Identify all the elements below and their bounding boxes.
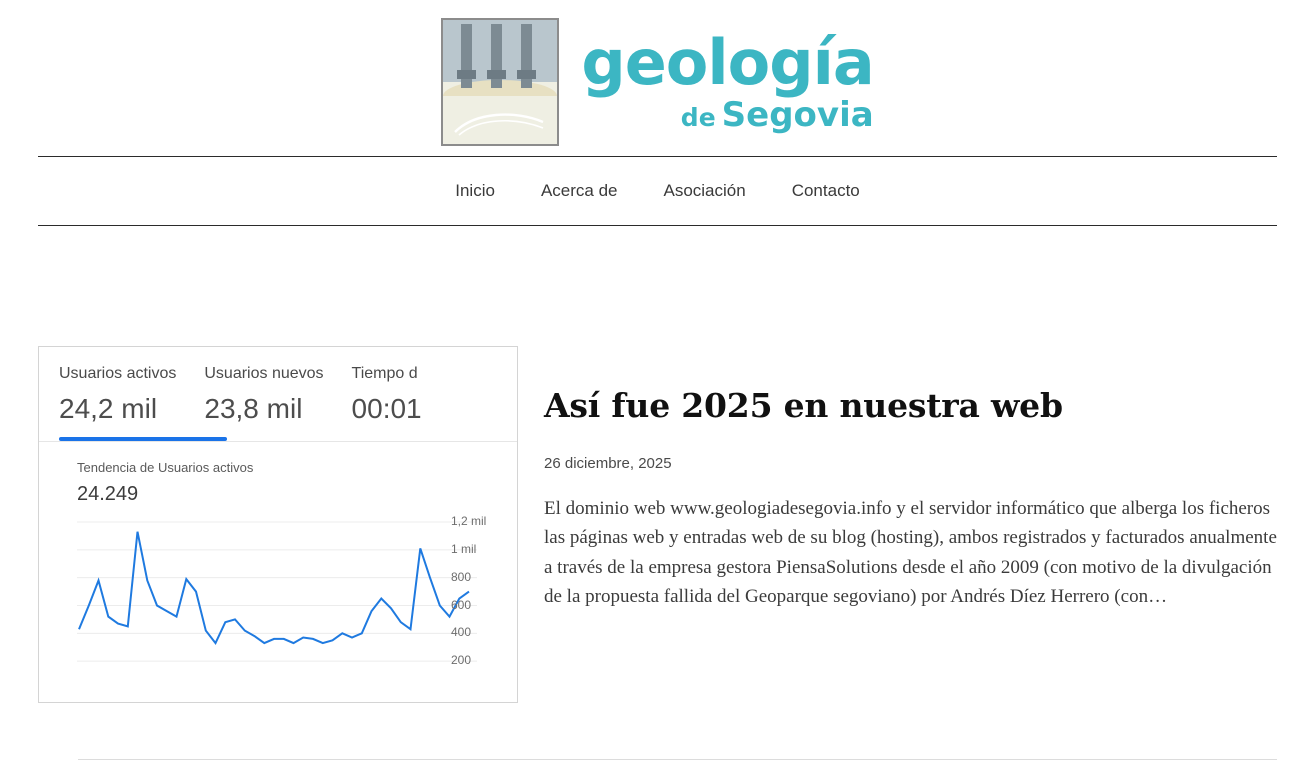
nav-item-asociacion[interactable]: [663, 181, 745, 201]
site-title-segovia: Segovia: [721, 95, 874, 135]
site-title-main: geología: [581, 26, 874, 99]
metric-active-users: [59, 365, 176, 425]
metric-active-users-label: Usuarios activos: [59, 365, 177, 382]
nav-link-acerca-de[interactable]: Acerca de: [540, 181, 618, 200]
site-title-sub: [581, 95, 874, 135]
site-logo[interactable]: [441, 18, 873, 146]
metric-new-users-label: Usuarios nuevos: [204, 365, 324, 382]
chart-y-tick: 800: [451, 569, 472, 584]
metric-time: [352, 365, 422, 425]
post-thumbnail[interactable]: [38, 346, 518, 703]
nav-link-inicio[interactable]: Inicio: [455, 181, 495, 200]
nav-item-contacto[interactable]: [792, 181, 860, 201]
metric-time-label: Tiempo d: [351, 365, 418, 382]
site-title: [581, 26, 874, 135]
analytics-card: [39, 347, 518, 703]
analytics-metrics: [39, 347, 518, 425]
chart-y-tick: 1,2 mil: [451, 514, 487, 528]
post-listing: [38, 226, 1277, 703]
nav-link-contacto[interactable]: Contacto: [791, 181, 860, 200]
post-date: 26 diciembre, 2025: [544, 455, 672, 472]
site-header: [0, 0, 1315, 156]
analytics-line-chart: [77, 514, 517, 698]
post-excerpt: El dominio web www.geologiadesegovia.info y el servidor informático que alberga los ficheros las páginas web y entradas web de su blog (hosting), ambos registrados y facturados anualmente a través de la empresa gestora PiensaSolutions desde el año 2009 (con motivo de la divulgación de la propuesta fallida del Geoparque segoviano) por Andrés Díez Herrero (con…: [544, 498, 1277, 608]
metric-time-value: 00:01: [351, 393, 422, 424]
content-divider: [78, 759, 1277, 760]
site-title-de: de: [680, 103, 716, 132]
post-content: [544, 346, 1277, 703]
nav-item-inicio[interactable]: [455, 181, 495, 201]
nav-link-asociacion[interactable]: Asociación: [663, 181, 746, 200]
post-title[interactable]: Así fue 2025 en nuestra web: [544, 386, 1063, 425]
chart-y-tick: 400: [451, 625, 472, 640]
metric-new-users: [204, 365, 323, 425]
chart-title: Tendencia de Usuarios activos: [77, 460, 254, 475]
chart-y-tick: 200: [451, 653, 472, 668]
chart-total-value: 24.249: [77, 483, 139, 505]
chart-y-tick: 1 mil: [451, 541, 477, 556]
metric-new-users-value: 23,8 mil: [204, 393, 303, 424]
nav-item-acerca-de[interactable]: [541, 181, 618, 201]
main-navigation: [38, 156, 1277, 226]
nav-list: [455, 181, 860, 201]
aqueduct-logo-icon: [441, 18, 559, 146]
chart-y-tick: 600: [451, 597, 472, 612]
chart-header: [39, 442, 518, 506]
metric-active-users-value: 24,2 mil: [59, 393, 158, 424]
